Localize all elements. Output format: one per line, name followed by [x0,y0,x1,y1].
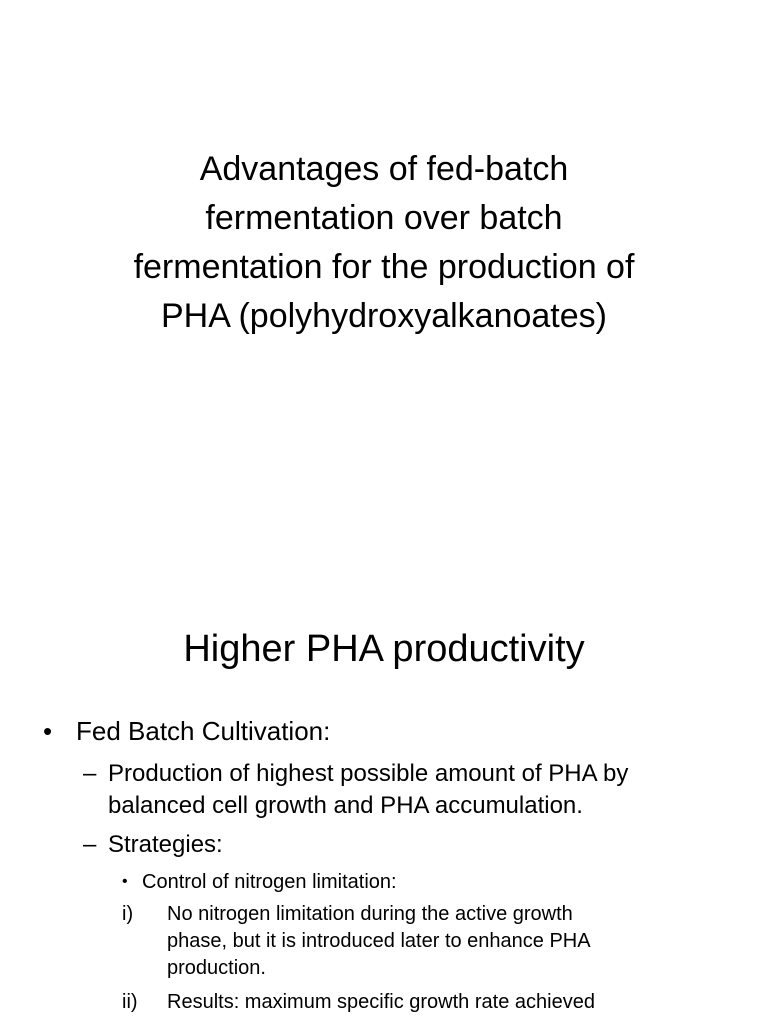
text-line: phase, but it is introduced later to enhance PHA [167,930,591,952]
title-line: fermentation over batch [205,199,563,237]
dash-marker: – [83,831,97,858]
third-level-text: Control of nitrogen limitation: [142,871,397,893]
enum-marker: ii) [122,991,138,1013]
text-line: Production of highest possible amount of PHA by [108,760,629,787]
slide-1-title [40,145,728,341]
title-line: fermentation for the production of [133,248,635,286]
enum-text [167,989,727,1016]
slide-2 [0,576,768,1024]
enum-text [167,901,727,982]
title-line: Advantages of fed-batch [199,150,569,188]
bullet-marker: • [122,873,128,890]
sub-bullet-text [108,829,738,861]
bullet-marker: • [43,716,53,746]
text-line: production. [167,957,266,979]
text-line: Results: maximum specific growth rate achieved [167,991,595,1013]
bullet-text: Fed Batch Cultivation: [76,716,331,746]
enum-marker: i) [122,903,134,925]
text-line: No nitrogen limitation during the active growth [167,903,573,925]
text-line: balanced cell growth and PHA accumulation. [108,792,583,819]
dash-marker: – [83,760,97,787]
text-line: Strategies: [108,831,223,858]
sub-bullet-text [108,758,738,822]
slide-2-title: Higher PHA productivity [183,628,585,670]
title-line: PHA (polyhydroxyalkanoates) [160,297,607,335]
